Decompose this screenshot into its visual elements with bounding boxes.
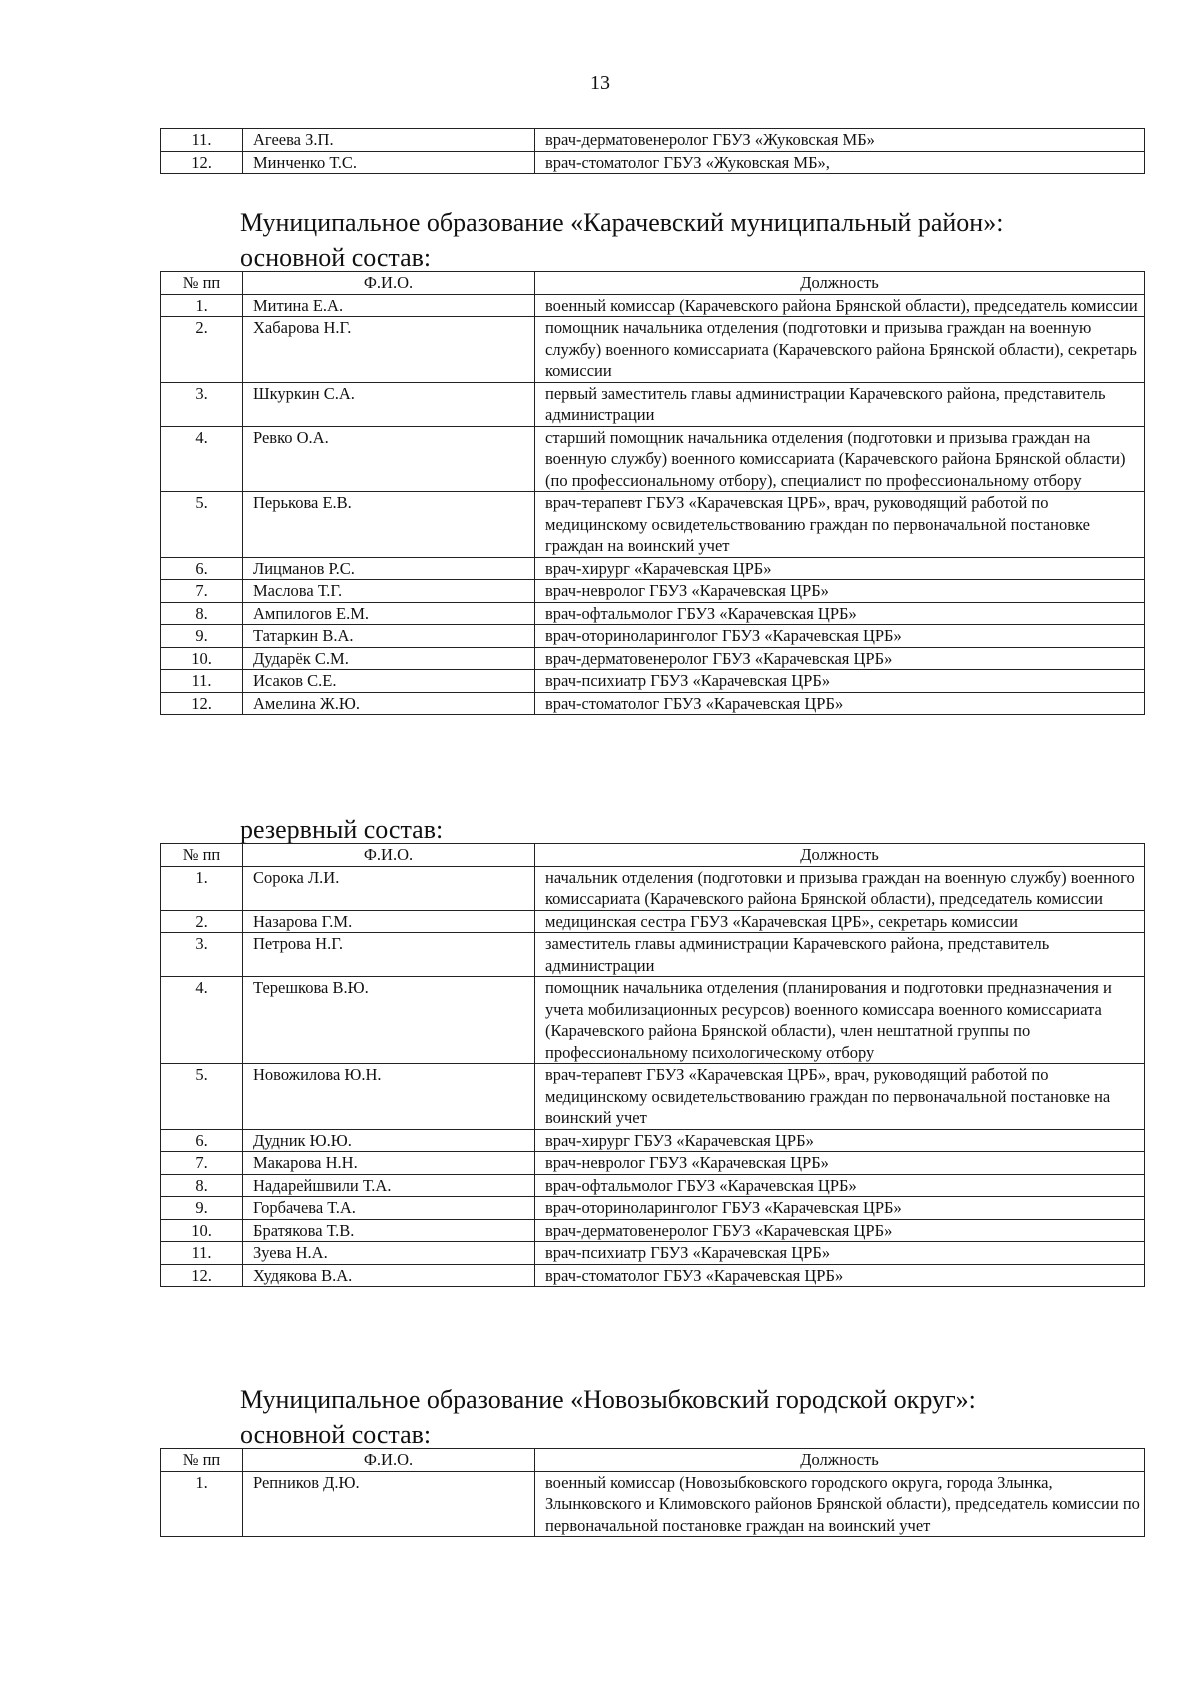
row-number: 3.	[161, 382, 243, 426]
table-row	[161, 426, 1145, 492]
row-number: 7.	[161, 580, 243, 603]
row-number: 5.	[161, 492, 243, 558]
table-row	[161, 1471, 1145, 1537]
position-text: врач-психиатр ГБУЗ «Карачевская ЦРБ»	[535, 1242, 1145, 1265]
row-number: 4.	[161, 426, 243, 492]
row-number: 8.	[161, 1174, 243, 1197]
reserve-composition-label: резервный состав:	[240, 815, 444, 844]
header-number: № пп	[161, 844, 243, 867]
header-position: Должность	[535, 272, 1145, 295]
header-name: Ф.И.О.	[243, 844, 535, 867]
table-row	[161, 692, 1145, 715]
table-row	[161, 151, 1145, 174]
position-text: помощник начальника отделения (планирования и подготовки предназначения и учета мобилизационных ресурсов) военного комиссара военного комиссариата (Карачевского района Брянской области), член нештатной группы по профессиональному психологическому отбору	[535, 977, 1145, 1064]
person-name: Макарова Н.Н.	[243, 1152, 535, 1175]
table-row	[161, 492, 1145, 558]
position-text: врач-невролог ГБУЗ «Карачевская ЦРБ»	[535, 1152, 1145, 1175]
row-number: 3.	[161, 933, 243, 977]
position-text: начальник отделения (подготовки и призыва граждан на военную службу) военного комиссариата (Карачевского района Брянской области), председатель комиссии	[535, 866, 1145, 910]
table-row	[161, 1129, 1145, 1152]
table-row	[161, 294, 1145, 317]
table-row	[161, 1264, 1145, 1287]
header-number: № пп	[161, 272, 243, 295]
row-number: 1.	[161, 294, 243, 317]
table-row	[161, 910, 1145, 933]
position-text: военный комиссар (Новозыбковского городского округа, города Злынка, Злынковского и Климовского районов Брянской области), председатель комиссии по первоначальной постановке граждан на воинский учет	[535, 1471, 1145, 1537]
table-row	[161, 317, 1145, 383]
novozybkov-main-label: основной состав:	[240, 1420, 432, 1449]
position-text: врач-дерматовенеролог ГБУЗ «Жуковская МБ»	[535, 129, 1145, 152]
position-text: врач-стоматолог ГБУЗ «Карачевская ЦРБ»	[535, 1264, 1145, 1287]
row-number: 1.	[161, 866, 243, 910]
position-text: первый заместитель главы администрации Карачевского района, представитель администрации	[535, 382, 1145, 426]
row-number: 1.	[161, 1471, 243, 1537]
position-text: медицинская сестра ГБУЗ «Карачевская ЦРБ», секретарь комиссии	[535, 910, 1145, 933]
section-title-novozybkov: Муниципальное образование «Новозыбковский городской округ»:	[240, 1385, 976, 1414]
row-number: 11.	[161, 1242, 243, 1265]
person-name: Лицманов Р.С.	[243, 557, 535, 580]
table-row	[161, 1197, 1145, 1220]
person-name: Репников Д.Ю.	[243, 1471, 535, 1537]
table-row	[161, 933, 1145, 977]
table-row	[161, 1152, 1145, 1175]
position-text: врач-психиатр ГБУЗ «Карачевская ЦРБ»	[535, 670, 1145, 693]
person-name: Братякова Т.В.	[243, 1219, 535, 1242]
person-name: Надарейшвили Т.А.	[243, 1174, 535, 1197]
row-number: 9.	[161, 1197, 243, 1220]
position-text: врач-офтальмолог ГБУЗ «Карачевская ЦРБ»	[535, 1174, 1145, 1197]
person-name: Шкуркин С.А.	[243, 382, 535, 426]
position-text: помощник начальника отделения (подготовки и призыва граждан на военную службу) военного комиссариата (Карачевского района Брянской области), секретарь комиссии	[535, 317, 1145, 383]
position-text: врач-оториноларинголог ГБУЗ «Карачевская ЦРБ»	[535, 1197, 1145, 1220]
person-name: Терешкова В.Ю.	[243, 977, 535, 1064]
table-row	[161, 602, 1145, 625]
top-table	[160, 128, 1145, 174]
karachev-main-table	[160, 271, 1145, 715]
page-number: 13	[590, 72, 610, 94]
person-name: Ревко О.А.	[243, 426, 535, 492]
header-name: Ф.И.О.	[243, 272, 535, 295]
person-name: Исаков С.Е.	[243, 670, 535, 693]
person-name: Дударёк С.М.	[243, 647, 535, 670]
position-text: врач-стоматолог ГБУЗ «Жуковская МБ»,	[535, 151, 1145, 174]
person-name: Агеева З.П.	[243, 129, 535, 152]
row-number: 2.	[161, 317, 243, 383]
karachev-reserve-table	[160, 843, 1145, 1287]
position-text: врач-стоматолог ГБУЗ «Карачевская ЦРБ»	[535, 692, 1145, 715]
person-name: Хабарова Н.Г.	[243, 317, 535, 383]
person-name: Петрова Н.Г.	[243, 933, 535, 977]
row-number: 6.	[161, 1129, 243, 1152]
table-row	[161, 1064, 1145, 1130]
position-text: старший помощник начальника отделения (подготовки и призыва граждан на военную службу) военного комиссариата (Карачевского района Брянской области) (по профессиональному отбору), специалист по профессиональному отбору	[535, 426, 1145, 492]
person-name: Новожилова Ю.Н.	[243, 1064, 535, 1130]
person-name: Худякова В.А.	[243, 1264, 535, 1287]
header-row	[161, 844, 1145, 867]
position-text: врач-терапевт ГБУЗ «Карачевская ЦРБ», врач, руководящий работой по медицинскому освидетельствованию граждан по первоначальной постановке граждан на воинский учет	[535, 492, 1145, 558]
position-text: врач-оториноларинголог ГБУЗ «Карачевская ЦРБ»	[535, 625, 1145, 648]
person-name: Минченко Т.С.	[243, 151, 535, 174]
position-text: врач-терапевт ГБУЗ «Карачевская ЦРБ», врач, руководящий работой по медицинскому освидетельствованию граждан по первоначальной постановке на воинский учет	[535, 1064, 1145, 1130]
row-number: 11.	[161, 670, 243, 693]
row-number: 9.	[161, 625, 243, 648]
table-row	[161, 647, 1145, 670]
person-name: Дудник Ю.Ю.	[243, 1129, 535, 1152]
table-row	[161, 625, 1145, 648]
person-name: Назарова Г.М.	[243, 910, 535, 933]
table-row	[161, 1242, 1145, 1265]
table-row	[161, 1219, 1145, 1242]
row-number: 10.	[161, 1219, 243, 1242]
row-number: 2.	[161, 910, 243, 933]
person-name: Маслова Т.Г.	[243, 580, 535, 603]
row-number: 7.	[161, 1152, 243, 1175]
row-number: 12.	[161, 1264, 243, 1287]
row-number: 12.	[161, 151, 243, 174]
table-row	[161, 977, 1145, 1064]
header-number: № пп	[161, 1449, 243, 1472]
row-number: 8.	[161, 602, 243, 625]
row-number: 11.	[161, 129, 243, 152]
novozybkov-main-table	[160, 1448, 1145, 1537]
person-name: Татаркин В.А.	[243, 625, 535, 648]
position-text: врач-хирург ГБУЗ «Карачевская ЦРБ»	[535, 1129, 1145, 1152]
row-number: 6.	[161, 557, 243, 580]
table-row	[161, 866, 1145, 910]
position-text: врач-невролог ГБУЗ «Карачевская ЦРБ»	[535, 580, 1145, 603]
position-text: заместитель главы администрации Карачевского района, представитель администрации	[535, 933, 1145, 977]
header-name: Ф.И.О.	[243, 1449, 535, 1472]
position-text: врач-дерматовенеролог ГБУЗ «Карачевская ЦРБ»	[535, 1219, 1145, 1242]
position-text: врач-хирург «Карачевская ЦРБ»	[535, 557, 1145, 580]
main-composition-label: основной состав:	[240, 243, 432, 272]
table-row	[161, 1174, 1145, 1197]
table-row	[161, 670, 1145, 693]
row-number: 12.	[161, 692, 243, 715]
table-row	[161, 382, 1145, 426]
header-position: Должность	[535, 1449, 1145, 1472]
header-row	[161, 272, 1145, 295]
person-name: Зуева Н.А.	[243, 1242, 535, 1265]
position-text: врач-офтальмолог ГБУЗ «Карачевская ЦРБ»	[535, 602, 1145, 625]
row-number: 10.	[161, 647, 243, 670]
section-title-karachev: Муниципальное образование «Карачевский муниципальный район»:	[240, 208, 1004, 237]
person-name: Перькова Е.В.	[243, 492, 535, 558]
person-name: Горбачева Т.А.	[243, 1197, 535, 1220]
header-row	[161, 1449, 1145, 1472]
person-name: Ампилогов Е.М.	[243, 602, 535, 625]
position-text: военный комиссар (Карачевского района Брянской области), председатель комиссии	[535, 294, 1145, 317]
person-name: Сорока Л.И.	[243, 866, 535, 910]
person-name: Амелина Ж.Ю.	[243, 692, 535, 715]
table-row	[161, 557, 1145, 580]
table-row	[161, 129, 1145, 152]
position-text: врач-дерматовенеролог ГБУЗ «Карачевская ЦРБ»	[535, 647, 1145, 670]
header-position: Должность	[535, 844, 1145, 867]
table-row	[161, 580, 1145, 603]
row-number: 5.	[161, 1064, 243, 1130]
person-name: Митина Е.А.	[243, 294, 535, 317]
row-number: 4.	[161, 977, 243, 1064]
